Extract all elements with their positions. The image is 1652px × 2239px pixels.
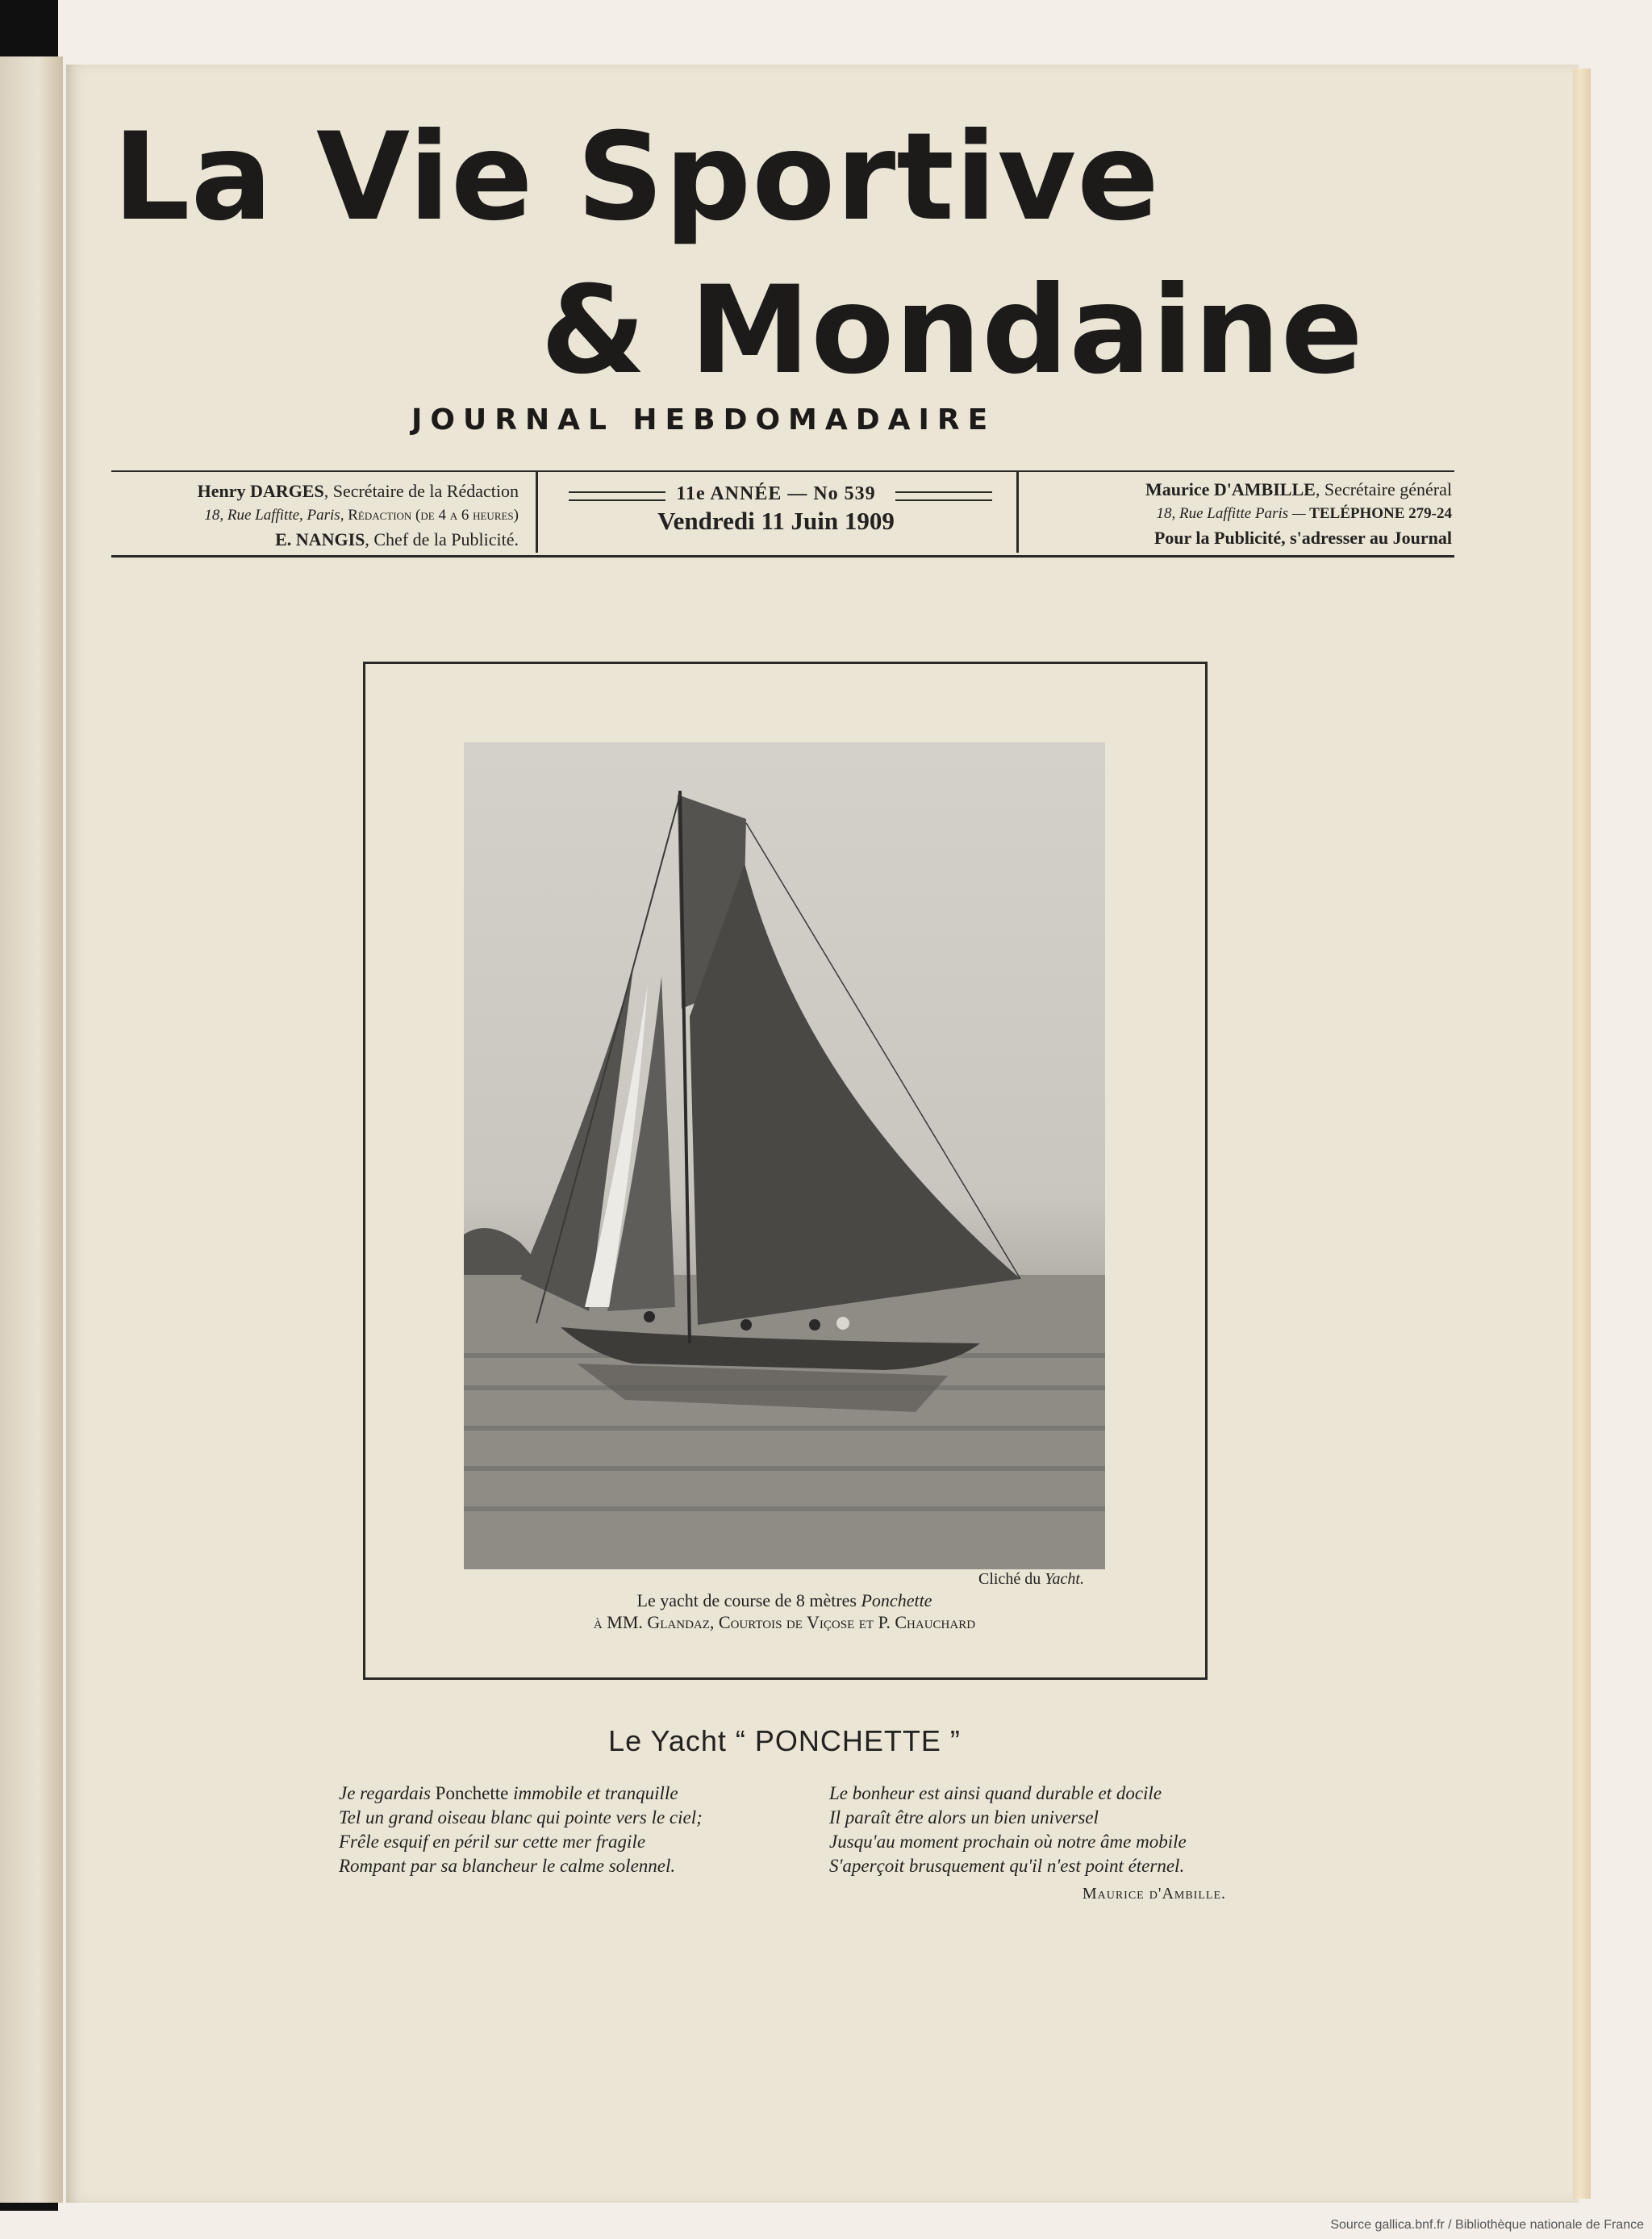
caption-yacht-name: Ponchette — [861, 1590, 932, 1610]
secretary-role: , Secrétaire de la Rédaction — [323, 481, 519, 501]
sailing-yacht-image — [464, 742, 1105, 1569]
page-stack-edge — [1573, 69, 1591, 2199]
telephone: TELÉPHONE 279-24 — [1305, 505, 1452, 522]
poem-author: Maurice d'Ambille. — [1082, 1885, 1226, 1903]
masthead-title-line1: La Vie Sportive — [113, 107, 1160, 248]
general-secretary-name: Maurice D'AMBILLE — [1145, 479, 1316, 499]
poem-left-line2: Tel un grand oiseau blanc qui pointe vers le ciel; — [339, 1807, 703, 1828]
issue-date: Vendredi 11 Juin 1909 — [657, 507, 895, 535]
poem-left-line1-a: Je regardais — [339, 1783, 431, 1803]
poem-right-line2: Il paraît être alors un bien universel — [829, 1807, 1099, 1828]
caption-line1-prefix: Le yacht de course de 8 mètres — [636, 1590, 857, 1610]
issue-info — [542, 482, 1010, 533]
issue-number: 11e ANNÉE — No 539 — [676, 483, 876, 504]
info-bar-divider-left — [536, 472, 538, 553]
masthead-subtitle: JOURNAL HEBDOMADAIRE — [411, 403, 996, 437]
poem-title: Le Yacht “ PONCHETTE ” — [608, 1724, 961, 1757]
poem-left-line3: Frêle esquif en péril sur cette mer fragile — [339, 1832, 646, 1852]
info-bar-bottom-rule — [111, 555, 1454, 558]
general-secretary-role: , Secrétaire général — [1315, 479, 1452, 499]
general-secretary-info — [1016, 478, 1452, 550]
poem-left-line1-name: Ponchette — [430, 1783, 514, 1803]
photo-credit-prefix: Cliché du — [978, 1570, 1041, 1588]
poem-stanza-left — [339, 1782, 703, 1878]
poem-right-line3: Jusqu'au moment prochain où notre âme mobile — [829, 1832, 1187, 1852]
journal-address: 18, Rue Laffitte Paris — — [1156, 505, 1306, 522]
facing-page-edge — [0, 56, 63, 2203]
poem-left-line1-c: immobile et tranquille — [513, 1783, 678, 1803]
poem-stanza-right — [829, 1782, 1187, 1878]
poem-right-line1: Le bonheur est ainsi quand durable et docile — [829, 1783, 1162, 1803]
advertising-chief-role: , Chef de la Publicité. — [365, 529, 519, 549]
yacht-photograph — [464, 742, 1105, 1569]
poem-left-line4: Rompant par sa blancheur le calme solennel. — [339, 1856, 676, 1876]
photo-credit — [978, 1570, 1084, 1589]
poem-right-line4: S'aperçoit brusquement qu'il n'est point éternel. — [829, 1856, 1185, 1876]
source-credit: Source gallica.bnf.fr / Bibliothèque nationale de France — [1330, 2218, 1644, 2232]
masthead-title-line2: & Mondaine — [540, 261, 1364, 401]
photo-caption — [464, 1589, 1105, 1633]
advertising-chief-name: E. NANGIS — [275, 529, 365, 549]
caption-owners: à MM. Glandaz, Courtois de Viçose et P. Chauchard — [593, 1612, 976, 1632]
editorial-staff-info — [111, 479, 519, 552]
info-bar-top-rule — [111, 470, 1454, 472]
redaction-hours: Rédaction (de 4 a 6 heures) — [344, 507, 519, 524]
photo-credit-source: Yacht. — [1045, 1570, 1084, 1588]
redaction-address: 18, Rue Laffitte, Paris, — [204, 507, 344, 524]
advertising-contact: Pour la Publicité, s'adresser au Journal — [1153, 528, 1452, 548]
secretary-name: Henry DARGES — [197, 481, 324, 501]
